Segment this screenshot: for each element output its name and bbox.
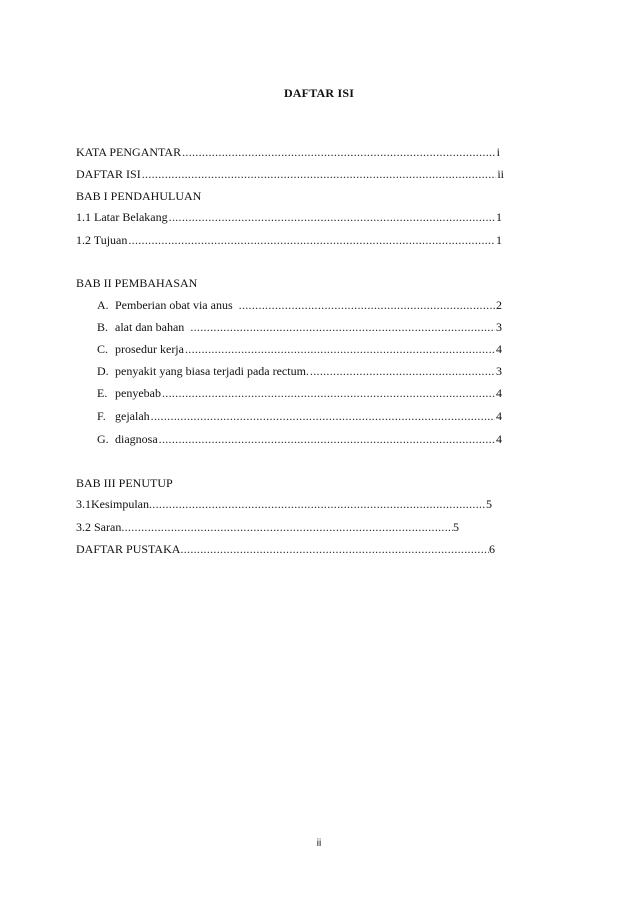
toc-entry-tujuan[interactable] — [76, 233, 502, 247]
toc-entry-label: 1.1 Latar Belakang — [76, 210, 168, 224]
dot-leader — [180, 542, 489, 556]
toc-entry-label: gejalah — [115, 409, 150, 423]
page-title: DAFTAR ISI — [283, 86, 355, 100]
toc-entry-kata-pengantar[interactable] — [76, 145, 500, 159]
toc-entry-label: 3.2 Saran — [76, 520, 122, 534]
toc-page-number: 4 — [496, 386, 502, 400]
toc-page-number: 3 — [496, 364, 502, 378]
dot-leader — [182, 145, 496, 159]
toc-entry-label: diagnosa — [115, 432, 158, 446]
dot-leader — [151, 409, 495, 423]
toc-entry-label: 3.1Kesimpulan — [76, 497, 149, 511]
toc-page-number: 1 — [496, 210, 502, 224]
dot-leader — [190, 320, 495, 334]
toc-entry-label: prosedur kerja — [115, 342, 184, 356]
toc-entry-label: penyakit yang biasa terjadi pada rectum. — [115, 364, 309, 378]
subentry-letter: F. — [97, 409, 106, 423]
subentry-letter: B. — [97, 320, 109, 334]
toc-entry-label: DAFTAR PUSTAKA — [76, 542, 181, 556]
dot-leader — [169, 210, 495, 224]
toc-page-number: i — [496, 145, 500, 159]
toc-entry-label: 1.2 Tujuan — [76, 233, 128, 247]
toc-entry-label: DAFTAR ISI — [76, 167, 141, 181]
subentry-letter: G. — [97, 432, 109, 446]
toc-entry-daftar-pustaka[interactable] — [76, 542, 495, 556]
toc-page-number: 4 — [496, 432, 502, 446]
subentry-letter: A. — [97, 298, 109, 312]
toc-entry-saran[interactable] — [76, 520, 459, 534]
dot-leader — [185, 342, 495, 356]
subentry-letter: E. — [97, 386, 108, 400]
dot-leader — [128, 233, 495, 247]
dot-leader — [310, 364, 495, 378]
dot-leader — [162, 386, 495, 400]
toc-entry-daftar-isi[interactable] — [76, 167, 504, 181]
subentry-letter: C. — [97, 342, 109, 356]
dot-leader — [142, 167, 497, 181]
toc-subentry-f[interactable] — [97, 409, 502, 423]
toc-subentry-e[interactable] — [97, 386, 502, 400]
toc-page-number: 4 — [496, 342, 502, 356]
dot-leader — [149, 497, 486, 511]
dot-leader — [159, 432, 495, 446]
chapter-heading-bab2: BAB II PEMBAHASAN — [76, 276, 198, 290]
toc-page-number: 6 — [489, 542, 495, 556]
toc-entry-label: Pemberian obat via anus — [115, 298, 233, 312]
toc-page-number: 2 — [496, 298, 502, 312]
toc-page-number: 4 — [496, 409, 502, 423]
toc-page-number: 3 — [496, 320, 502, 334]
dot-leader — [121, 520, 453, 534]
toc-subentry-b[interactable] — [97, 320, 502, 334]
toc-subentry-g[interactable] — [97, 432, 502, 446]
toc-entry-latar-belakang[interactable] — [76, 210, 502, 224]
chapter-heading-bab3: BAB III PENUTUP — [76, 476, 173, 490]
toc-page-number: 5 — [453, 520, 459, 534]
toc-entry-kesimpulan[interactable] — [76, 497, 492, 511]
toc-subentry-c[interactable] — [97, 342, 502, 356]
toc-page-number: ii — [497, 167, 504, 181]
page-footer-number: ii — [316, 838, 322, 849]
toc-entry-label: KATA PENGANTAR — [76, 145, 182, 159]
dot-leader — [239, 298, 495, 312]
subentry-letter: D. — [97, 364, 109, 378]
toc-subentry-a[interactable] — [97, 298, 502, 312]
chapter-heading-bab1: BAB I PENDAHULUAN — [76, 189, 202, 203]
toc-page-number: 5 — [486, 497, 492, 511]
toc-entry-label: penyebab — [115, 386, 161, 400]
toc-page-number: 1 — [496, 233, 502, 247]
toc-subentry-d[interactable] — [97, 364, 502, 378]
toc-entry-label: alat dan bahan — [115, 320, 185, 334]
